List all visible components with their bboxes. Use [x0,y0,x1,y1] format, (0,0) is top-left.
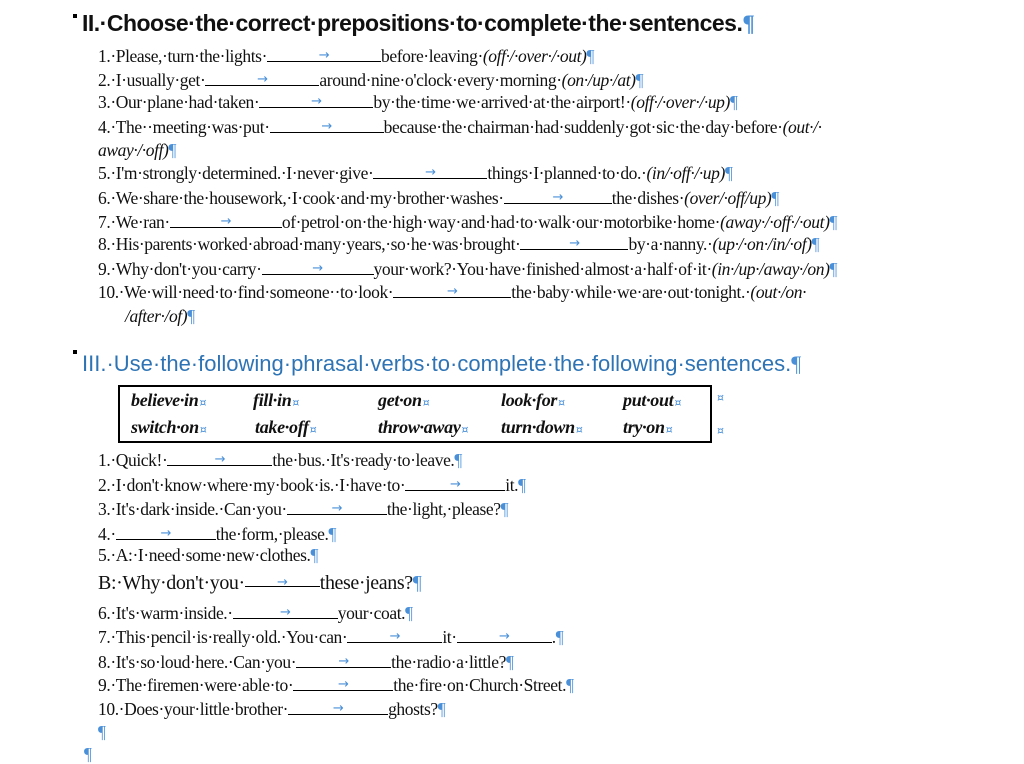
s3-item-text: . [551,627,556,647]
tab-arrow-icon: → [311,94,322,109]
s3-item-text: 6.·It's·warm·inside.· [98,603,233,623]
tab-arrow-icon: → [214,452,226,467]
s3-item-7 [98,627,563,647]
s3-item-text: 4.· [98,524,116,544]
verb-text: throw·away [378,417,461,437]
tab-arrow-icon: → [318,48,330,63]
s3-item-5b [98,571,421,595]
verb-text: put·out [623,390,674,410]
pilcrow-mark: ¶ [310,545,319,565]
phrasal-verb-table [118,385,712,443]
s2-options: (out·/on· [750,282,807,302]
s3-item-1 [98,450,462,470]
s2-item-text: 5.·I'm·strongly·determined.·I·never·give· [98,163,374,183]
pilcrow-mark: ¶ [84,744,92,764]
s2-item-2 [98,70,643,90]
cell-marker: ¤ [199,423,207,436]
answer-blank[interactable] [262,259,374,275]
answer-blank[interactable] [288,699,388,715]
s3-item-text: 5.·A:·I·need·some·new·clothes. [98,545,311,565]
s3-item-text: it· [442,627,457,647]
row-end-marker: ¤ [717,424,724,437]
s3-item-text: the·fire·on·Church·Street. [393,675,567,695]
tab-arrow-icon: → [257,72,268,87]
tab-arrow-icon: → [569,236,580,251]
paragraph-mark-bullet [73,14,77,18]
pilcrow-mark: ¶ [500,499,509,519]
pilcrow-mark: ¶ [518,475,526,495]
answer-blank[interactable] [270,117,384,133]
verb-text: fill·in [253,390,292,410]
pilcrow-mark: ¶ [829,259,838,279]
answer-blank[interactable] [296,652,391,668]
pilcrow-mark: ¶ [829,212,838,232]
s2-item-text: 4.·The··meeting·was·put· [98,117,270,137]
s2-item-text: 7.·We·ran· [98,212,170,232]
verb-text: believe·in [131,390,199,410]
s3-item-text: the·light,·please? [386,499,501,519]
tab-arrow-icon: → [160,526,172,541]
verb-cell [501,390,565,411]
answer-blank[interactable] [504,188,612,204]
s3-item-text: B:·Why·don't·you· [98,572,245,594]
s2-item-8 [98,234,819,254]
pilcrow-mark: ¶ [187,306,195,326]
empty-paragraph [98,722,106,742]
answer-blank[interactable] [405,475,505,491]
s2-options: (over/·off/up) [684,188,772,208]
pilcrow-mark: ¶ [412,572,422,594]
s3-item-text: 8.·It's·so·loud·here.·Can·you· [98,652,297,672]
tab-arrow-icon: → [277,575,288,590]
tab-arrow-icon: → [338,654,349,669]
s2-item-3 [98,92,737,112]
answer-blank[interactable] [116,524,216,540]
s2-item-text: around·nine·o'clock·every·morning· [319,70,562,90]
paragraph-mark-bullet [73,350,77,354]
pilcrow-mark: ¶ [811,234,820,254]
tab-arrow-icon: → [552,190,563,205]
tab-arrow-icon: → [498,629,510,644]
s2-item-text: the·dishes· [611,188,685,208]
s2-item-text: your·work?·You·have·finished·almost·a·half·of·it· [373,259,712,279]
s2-item-4 [98,117,822,137]
cell-marker: ¤ [422,396,430,409]
cell-marker: ¤ [575,423,583,436]
s3-item-8 [98,652,514,672]
answer-blank[interactable] [205,70,319,86]
pilcrow-mark: ¶ [724,163,733,183]
tab-arrow-icon: → [338,677,349,692]
row-end-marker: ¤ [717,391,724,404]
answer-blank[interactable] [457,627,552,643]
cell-marker: ¤ [674,396,682,409]
tab-arrow-icon: → [332,701,344,716]
cell-marker: ¤ [461,423,469,436]
pilcrow-mark: ¶ [586,46,595,66]
pilcrow-mark: ¶ [791,351,802,376]
s2-options: (off·/·over·/·out) [482,46,587,66]
verb-text: look·for [501,390,558,410]
s2-item-4-continued [98,140,176,160]
s2-options: (in·/up·/away·/on) [711,259,830,279]
s3-item-text: it. [505,475,519,495]
s3-item-text: ghosts? [388,699,438,719]
answer-blank[interactable] [233,603,338,619]
answer-blank[interactable] [287,499,387,515]
s2-item-text: 1.·Please,·turn·the·lights· [98,46,268,66]
cell-marker: ¤ [558,396,565,409]
verb-text: try·on [623,417,665,437]
s2-options: (out·/· [782,117,822,137]
section-3-heading [82,351,801,377]
s2-item-text: 10.·We·will·need·to·find·someone··to·look· [98,282,394,302]
pilcrow-mark: ¶ [555,627,564,647]
verb-cell [623,390,681,411]
tab-arrow-icon: → [279,605,291,620]
s3-item-9 [98,675,574,695]
s2-item-text: 8.·His·parents·worked·abroad·many·years,·so·he·was·brought· [98,234,521,254]
s2-item-7 [98,212,837,232]
answer-blank[interactable] [267,46,381,62]
s2-item-text: because·the·chairman·had·suddenly·got·sic·the·day·before· [383,117,783,137]
s3-item-text: the·radio·a·little? [391,652,507,672]
s3-item-text: 7.·This·pencil·is·really·old.·You·can· [98,627,348,647]
cell-marker: ¤ [309,423,317,436]
s3-item-text: the·form,·please. [215,524,329,544]
tab-arrow-icon: → [389,629,401,644]
s2-options: (up·/·on·/in/·of) [712,234,812,254]
section-3-title: III.·Use·the·following·phrasal·verbs·to·complete·the·following·sentences. [82,351,792,376]
s2-item-text: the·baby·while·we·are·out·tonight.· [511,282,751,302]
pilcrow-mark: ¶ [771,188,779,208]
tab-arrow-icon: → [331,501,343,516]
tab-arrow-icon: → [321,119,332,134]
s2-item-text: by·a·nanny.· [628,234,713,254]
answer-blank[interactable] [170,212,282,228]
s2-options: away·/·off) [98,140,169,160]
s2-item-10-continued [125,306,195,326]
tab-arrow-icon: → [446,284,458,299]
s2-options: (on·/up·/at) [561,70,636,90]
s3-item-text: 1.·Quick!· [98,450,168,470]
section-2-title: II.·Choose·the·correct·prepositions·to·complete·the·sentences. [82,10,743,36]
pilcrow-mark: ¶ [405,603,413,623]
verb-text: take·off [255,417,309,437]
verb-cell [623,417,672,438]
verb-cell [255,417,316,438]
s2-item-text: of·petrol·on·the·high·way·and·had·to·walk·our·motorbike·home· [281,212,721,232]
verb-cell [253,390,299,411]
s3-item-text: 2.·I·don't·know·where·my·book·is.·I·have·to· [98,475,406,495]
s3-item-6 [98,603,413,623]
tab-arrow-icon: → [425,165,436,180]
verb-cell [378,390,429,411]
s3-item-10 [98,699,445,719]
tab-arrow-icon: → [220,214,232,229]
pilcrow-mark: ¶ [742,11,755,36]
s3-item-4 [98,524,336,544]
answer-blank[interactable] [347,627,442,643]
answer-blank[interactable] [259,92,373,108]
answer-blank[interactable] [293,675,393,691]
verb-text: turn·down [501,417,575,437]
verb-cell [378,417,468,438]
empty-paragraph [84,744,92,764]
cell-marker: ¤ [665,423,673,436]
pilcrow-mark: ¶ [506,652,514,672]
answer-blank[interactable] [167,450,272,466]
verb-text: get·on [378,390,422,410]
pilcrow-mark: ¶ [437,699,446,719]
s2-item-text: before·leaving· [381,46,483,66]
s2-item-text: by·the·time·we·arrived·at·the·airport!· [373,92,631,112]
s3-item-text: 9.·The·firemen·were·able·to· [98,675,294,695]
pilcrow-mark: ¶ [454,450,462,470]
s2-options: (off·/·over·/·up) [630,92,730,112]
s2-item-1 [98,46,594,66]
s3-item-text: the·bus.·It's·ready·to·leave. [272,450,455,470]
pilcrow-mark: ¶ [98,722,106,742]
cell-marker: ¤ [292,396,300,409]
pilcrow-mark: ¶ [635,70,644,90]
answer-blank[interactable] [393,282,511,298]
s2-item-text: 2.·I·usually·get· [98,70,206,90]
s3-item-text: 10.·Does·your·little·brother· [98,699,289,719]
verb-cell [131,390,206,411]
s2-item-10 [98,282,806,302]
pilcrow-mark: ¶ [566,675,574,695]
s2-item-text: 6.·We·share·the·housework,·I·cook·and·my·brother·washes· [98,188,504,208]
answer-blank[interactable] [245,571,320,590]
s2-item-9 [98,259,837,279]
s2-item-text: 3.·Our·plane·had·taken· [98,92,260,112]
s3-item-5 [98,545,318,565]
verb-cell [131,417,207,438]
s2-options: /after·/of) [125,306,188,326]
s3-item-3 [98,499,508,519]
tab-arrow-icon: → [312,261,323,276]
s2-item-6 [98,188,779,208]
cell-marker: ¤ [199,396,207,409]
pilcrow-mark: ¶ [328,524,337,544]
verb-text: switch·on [131,417,199,437]
s2-options: (in/·off·/·up) [646,163,725,183]
section-2-heading [82,10,754,37]
pilcrow-mark: ¶ [168,140,176,160]
s3-item-text: these·jeans? [319,572,413,594]
s2-item-text: 9.·Why·don't·you·carry· [98,259,262,279]
s2-item-5 [98,163,732,183]
answer-blank[interactable] [373,163,487,179]
answer-blank[interactable] [520,234,628,250]
s3-item-text: 3.·It's·dark·inside.·Can·you· [98,499,287,519]
s2-options: (away·/·off·/·out) [720,212,830,232]
verb-cell [501,417,583,438]
pilcrow-mark: ¶ [729,92,738,112]
s3-item-2 [98,475,526,495]
s2-item-text: things·I·planned·to·do.· [487,163,647,183]
tab-arrow-icon: → [450,477,461,492]
s3-item-text: your·coat. [337,603,406,623]
